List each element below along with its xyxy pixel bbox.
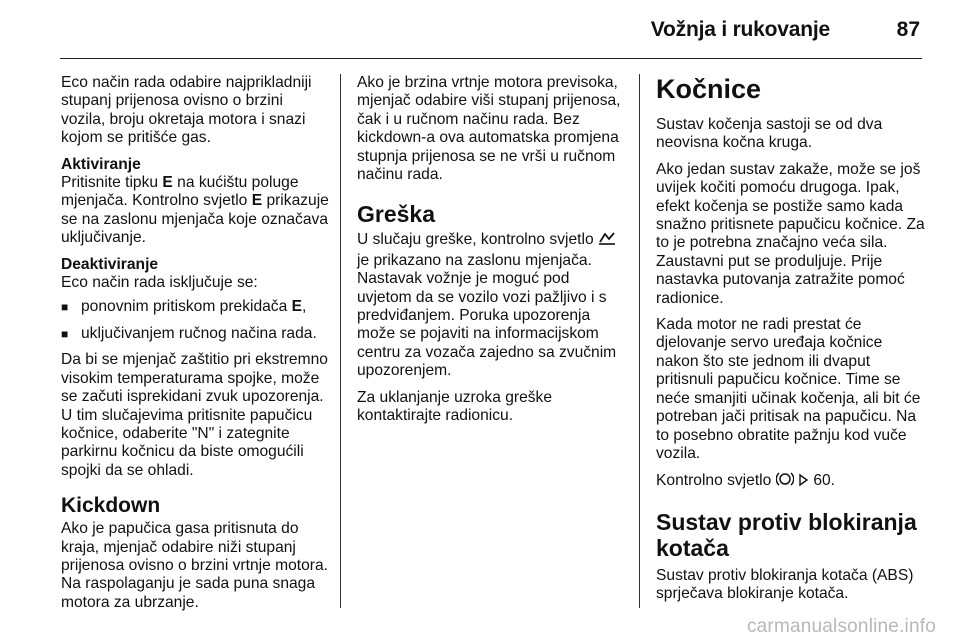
column-1 bbox=[61, 74, 331, 620]
brake-warning-icon bbox=[776, 471, 794, 492]
bullet1-suffix: , bbox=[302, 298, 307, 316]
activate-text-c: prikazuje se na zaslonu mjenjača koje označava uključivanje. bbox=[61, 192, 329, 247]
column-3 bbox=[656, 74, 926, 612]
page-number: 87 bbox=[896, 18, 920, 41]
abs-paragraph: Sustav protiv blokiranja kotača (ABS) sprječava blokiranje kotača. bbox=[656, 566, 914, 603]
header-divider bbox=[60, 58, 922, 59]
activate-section bbox=[61, 156, 331, 248]
kickdown-paragraph: Ako je papučica gasa pritisnuta do kraja, mjenjač odabire niži stupanj prijenosa ovisno o brzini vrtnje motora. Na raspolaganju je sada puna snaga motora za ubrzanje. bbox=[61, 520, 328, 611]
bullet1-key: E bbox=[291, 298, 303, 316]
column-2 bbox=[357, 74, 627, 434]
rpm-paragraph: Ako je brzina vrtnje motora previsoka, mjenjač odabire viši stupanj prijenosa, čak i u ručnom načinu rada. Bez kickdown-a ova automatska promjena stupnja prijenosa se ne vrši u ručnom načinu rada. bbox=[357, 74, 621, 184]
list-item bbox=[61, 298, 331, 316]
fault-text-b: je prikazano na zaslonu mjenjača. Nastavak vožnje je moguć pod uvjetom da se vozilo vozi pažljivo i s predviđanjem. Poruka upozorenja može se pojaviti na informacijskom centru za vozača zajedno sa zvučnim upozorenjem. bbox=[357, 251, 617, 380]
brake-light-text: Kontrolno svjetlo bbox=[656, 472, 776, 490]
bullet2-text: uključivanjem ručnog načina rada. bbox=[81, 324, 317, 342]
key-e: E bbox=[162, 174, 173, 192]
kickdown-heading: Kickdown bbox=[61, 494, 161, 518]
page-title: Vožnja i rukovanje bbox=[650, 18, 830, 41]
fault-text-a: U slučaju greške, kontrolno svjetlo bbox=[357, 231, 598, 249]
activate-heading: Aktiviranje bbox=[61, 155, 141, 173]
activate-text-a: Pritisnite tipku bbox=[61, 174, 163, 192]
page-reference: 60. bbox=[813, 472, 835, 490]
protect-paragraph: Da bi se mjenjač zaštitio pri ekstremno visokim temperaturama spojke, može se začuti isprekidani zvuk upozorenja. U tim slučajevima pritisnite papučicu kočnice, odaberite "N" i zategnite parkirnu kočnicu da biste omogućili spojki da se ohladi. bbox=[61, 351, 328, 479]
eco-intro-paragraph: Eco način rada odabire najprikladniji stupanj prijenosa ovisno o brzini vozila, broju okretaja motora i snazi kojom se pritišće gas. bbox=[61, 74, 312, 147]
deactivate-text: Eco način rada isključuje se: bbox=[61, 274, 258, 292]
page-reference-icon bbox=[798, 473, 809, 492]
bullet-icon: ■ bbox=[61, 326, 69, 341]
deactivate-section bbox=[61, 256, 331, 293]
bullet-icon: ■ bbox=[61, 300, 69, 315]
column-divider-2 bbox=[639, 74, 640, 608]
list-item bbox=[61, 325, 331, 343]
column-divider-1 bbox=[340, 74, 341, 608]
fault-heading: Greška bbox=[357, 201, 436, 228]
indicator-e: E bbox=[251, 192, 263, 210]
fault-paragraph bbox=[357, 230, 627, 380]
bullet1-text: ponovnim pritiskom prekidača bbox=[81, 298, 292, 316]
brakes-paragraph-1: Sustav kočenja sastoji se od dva neovisna kočna kruga. bbox=[656, 116, 883, 152]
brakes-paragraph-4 bbox=[656, 471, 926, 492]
gear-wrench-icon bbox=[598, 230, 616, 251]
brakes-paragraph-2: Ako jedan sustav zakaže, može se još uvijek kočiti pomoću drugoga. Ipak, efekt kočenja se postiže samo kada snažno pritisnete papučicu kočnice. Za to je potrebna značajno veća sila. Zaustavni put se produljuje. Prije nastavka putovanja zatražite pomoć radionice. bbox=[656, 160, 925, 307]
brakes-paragraph-3: Kada motor ne radi prestat će djelovanje servo uređaja kočnice nakon što ste jednom ili dvaput pritisnuli papučicu kočnice. Time se neće smanjiti učinak kočenja, ali bit će potreban jači pritisak na papučicu. Na to posebno obratite pažnju kod vuče vozila. bbox=[656, 316, 921, 462]
fault-contact-paragraph: Za uklanjanje uzroka greške kontaktirajte radionicu. bbox=[357, 388, 553, 425]
page-header bbox=[0, 0, 960, 58]
brakes-heading: Kočnice bbox=[656, 74, 762, 104]
bullet-text bbox=[81, 298, 306, 316]
deactivate-heading: Deaktiviranje bbox=[61, 255, 159, 273]
activate-text-b: na kućištu poluge mjenjača. Kontrolno svjetlo bbox=[61, 174, 299, 210]
abs-heading: Sustav protiv blokiranja kotača bbox=[656, 508, 917, 561]
watermark: carmanualsonline.info bbox=[746, 616, 936, 637]
